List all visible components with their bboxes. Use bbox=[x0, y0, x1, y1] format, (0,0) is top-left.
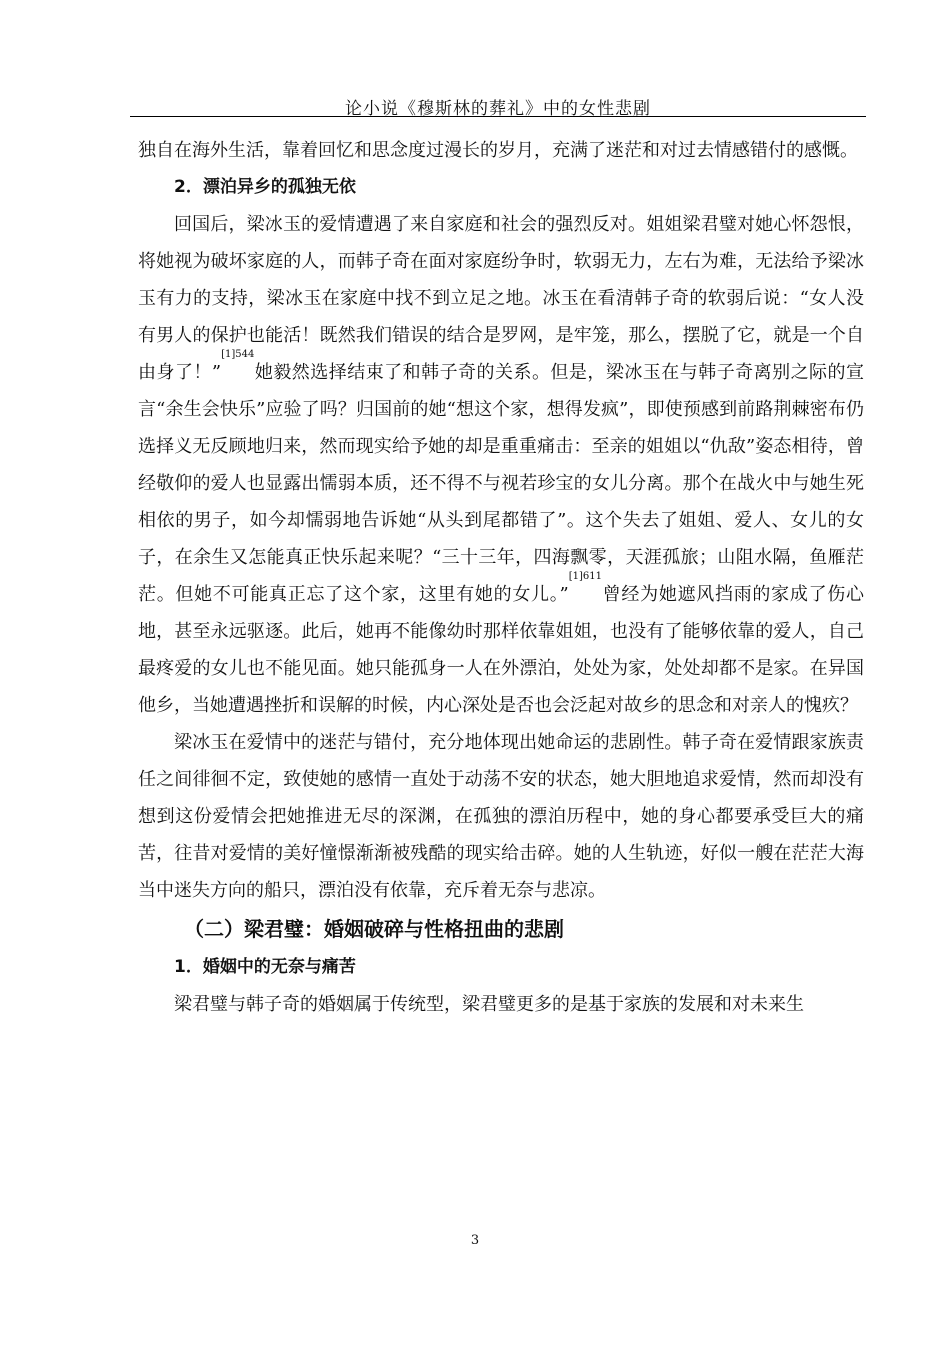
page-number: 3 bbox=[470, 1233, 480, 1248]
paragraph-text: 她毅然选择结束了和韩子奇的关系。但是，梁冰玉在与韩子奇离别之际的宣言“余生会快乐”应验了吗？归国前的她“想这个家，想得发疯”，即使预感到前路荆棘密布仍选择义无反顾地归来，然而现实给予她的却是重重痛击：至亲的姐姐以“仇敌”姿态相待，曾经敬仰的爱人也显露出懦弱本质，还不得不与视若珍宝的女儿分离。那个在战火中与她生死相依的男子，如今却懦弱地告诉她“从头到尾都错了”。这个失去了姐姐、爱人、女儿的女子，在余生又怎能真正快乐起来呢？“三十三年，四海飘零，天涯孤旅；山阻水隔，鱼雁茫茫。但她不可能真正忘了这个家，这里有她的女儿。” bbox=[138, 362, 865, 605]
paragraph-marriage: 梁君璧与韩子奇的婚姻属于传统型，梁君璧更多的是基于家族的发展和对未来生 bbox=[174, 994, 804, 1015]
subheading-2: 2．漂泊异乡的孤独无依 bbox=[174, 177, 356, 197]
header-rule bbox=[130, 116, 866, 117]
paragraph-text: 曾经为她遮风挡雨的家成了伤心地，甚至永远驱逐。此后，她再不能像幼时那样依靠姐姐，也没有了能够依靠的爱人，自己最疼爱的女儿也不能见面。她只能孤身一人在外漂泊，处处为家，处处却都不是家。在异国他乡，当她遭遇挫折和误解的时候，内心深处是否也会泛起对故乡的思念和对亲人的愧疚？ bbox=[138, 584, 865, 716]
body-text bbox=[138, 132, 864, 1023]
citation-ref: [1]611 bbox=[568, 571, 602, 582]
running-header: 论小说《穆斯林的葬礼》中的女性悲剧 bbox=[345, 99, 651, 119]
subheading-1: 1．婚姻中的无奈与痛苦 bbox=[174, 957, 356, 977]
citation-ref: [1]544 bbox=[221, 349, 255, 360]
section-heading: （二）梁君璧：婚姻破碎与性格扭曲的悲剧 bbox=[184, 917, 564, 941]
paragraph-continued: 独自在海外生活，靠着回忆和思念度过漫长的岁月，充满了迷茫和对过去情感错付的感慨。 bbox=[138, 140, 858, 161]
paragraph-return-home bbox=[138, 206, 864, 724]
paragraph-text: 回国后，梁冰玉的爱情遭遇了来自家庭和社会的强烈反对。姐姐梁君璧对她心怀怨恨，将她视为破坏家庭的人，而韩子奇在面对家庭纷争时，软弱无力，左右为难，无法给予梁冰玉有力的支持，梁冰玉在家庭中找不到立足之地。冰玉在看清韩子奇的软弱后说：“女人没有男人的保护也能活！既然我们错误的结合是罗网，是牢笼，那么，摆脱了它，就是一个自由身了！” bbox=[138, 214, 864, 383]
paragraph-summary: 梁冰玉在爱情中的迷茫与错付，充分地体现出她命运的悲剧性。韩子奇在爱情跟家族责任之间徘徊不定，致使她的感情一直处于动荡不安的状态，她大胆地追求爱情，然而却没有想到这份爱情会把她推进无尽的深渊，在孤独的漂泊历程中，她的身心都要承受巨大的痛苦，往昔对爱情的美好憧憬渐渐被残酷的现实给击碎。她的人生轨迹，好似一艘在茫茫大海当中迷失方向的船只，漂泊没有依靠，充斥着无奈与悲凉。 bbox=[138, 732, 864, 901]
